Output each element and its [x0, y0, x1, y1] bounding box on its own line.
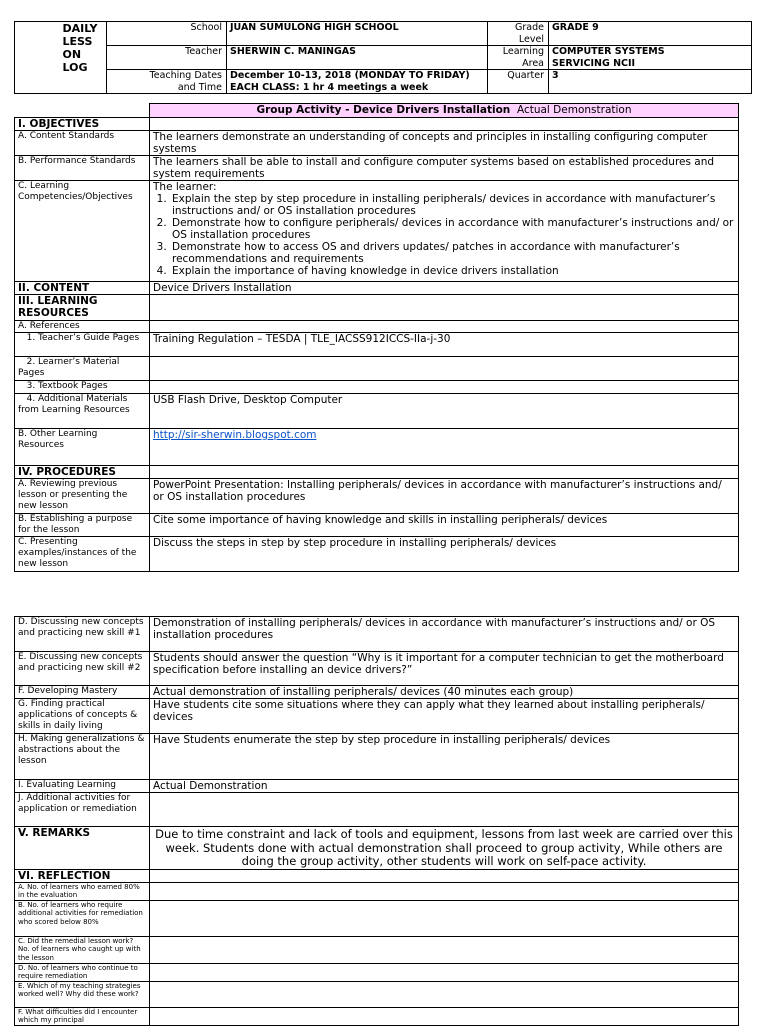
lesson-table-page-1	[14, 103, 739, 572]
grade-label: Grade Level	[488, 22, 549, 46]
content-heading: II. CONTENT	[15, 282, 150, 295]
remarks-heading: V. REMARKS	[15, 827, 150, 870]
competencies-list	[153, 193, 735, 277]
reflection-a-label: A. No. of learners who earned 80% in the evaluation	[15, 882, 150, 900]
school-value: JUAN SUMULONG HIGH SCHOOL	[227, 22, 488, 46]
additional-materials-label: 4. Additional Materials from Learning Resources	[15, 394, 150, 429]
procedure-h-value: Have Students enumerate the step by step procedure in installing peripherals/ devices	[150, 734, 739, 780]
textbook-label: 3. Textbook Pages	[15, 381, 150, 394]
references-label: A. References	[15, 321, 150, 333]
list-item: 1. Explain the step by step procedure in installing peripherals/ devices in accordance with manufacturer’s instructions and/ or OS installation procedures	[170, 193, 735, 217]
procedure-e-value: Students should answer the question “Why is it important for a computer technician to get the motherboard specification before installing an device drivers?”	[150, 652, 739, 686]
area-label: Learning Area	[488, 46, 549, 70]
procedure-b-label: B. Establishing a purpose for the lesson	[15, 514, 150, 537]
teachers-guide-label: 1. Teacher’s Guide Pages	[15, 333, 150, 357]
procedure-d-label: D. Discussing new concepts and practicing new skill #1	[15, 617, 150, 652]
procedure-h-label: H. Making generalizations & abstractions about the lesson	[15, 734, 150, 780]
reflection-e-label: E. Which of my teaching strategies worked well? Why did these work?	[15, 981, 150, 1007]
procedure-g-label: G. Finding practical applications of concepts & skills in daily living	[15, 699, 150, 734]
school-label: School	[107, 22, 227, 46]
teacher-value: SHERWIN C. MANINGAS	[227, 46, 488, 70]
reflection-f-label: F. What difficulties did I encounter which my principal	[15, 1007, 150, 1025]
blog-link[interactable]: http://sir-sherwin.blogspot.com	[153, 429, 317, 441]
additional-materials-value: USB Flash Drive, Desktop Computer	[150, 394, 739, 429]
list-item: 3. Demonstrate how to access OS and drivers updates/ patches in accordance with manufacturer’s recommendations and requirements	[170, 241, 735, 265]
procedure-i-label: I. Evaluating Learning	[15, 780, 150, 793]
teacher-label: Teacher	[107, 46, 227, 70]
competencies-label: C. Learning Competencies/Objectives	[15, 181, 150, 282]
reflection-b-label: B. No. of learners who require additional activities for remediation who scored below 80%	[15, 900, 150, 936]
procedures-heading: IV. PROCEDURES	[15, 466, 150, 479]
procedure-b-value: Cite some importance of having knowledge and skills in installing peripherals/ devices	[150, 514, 739, 537]
remarks-value: Due to time constraint and lack of tools and equipment, lessons from last week are carried over this week. Students done with actual demonstration shall proceed to group activity, While others are doing the group activity, other students will work on self-pace activity.	[150, 827, 739, 870]
procedure-d-value: Demonstration of installing peripherals/ devices in accordance with manufacturer’s instructions and/ or OS installation procedures	[150, 617, 739, 652]
objectives-heading: I. OBJECTIVES	[15, 118, 150, 131]
teachers-guide-value: Training Regulation – TESDA | TLE_IACSS912ICCS-IIa-j-30	[150, 333, 739, 357]
reflection-d-label: D. No. of learners who continue to require remediation	[15, 963, 150, 981]
other-resources-cell	[150, 429, 739, 466]
competencies-value: The learner: 1. Explain the step by step procedure in installing peripherals/ devices in accordance with manufacturer’s instructions and/ or OS installation procedures 2. Demonstrate how to configure peripherals/ devices in accordance with manufacturer’s instructions and/ or OS installation procedures 3. Demonstrate how to access OS and drivers updates/ patches in accordance with manufacturer’s recommendations and requirements 4. Explain the importance of having knowledge in device drivers installation	[150, 181, 739, 282]
grade-value: GRADE 9	[549, 22, 752, 46]
quarter-label: Quarter	[488, 70, 549, 94]
area-value: COMPUTER SYSTEMS SERVICING NCII	[549, 46, 752, 70]
performance-standards-label: B. Performance Standards	[15, 156, 150, 181]
quarter-value: 3	[549, 70, 752, 94]
procedure-j-label: J. Additional activities for application or remediation	[15, 793, 150, 827]
reflection-heading: VI. REFLECTION	[15, 869, 150, 882]
procedure-g-value: Have students cite some situations where they can apply what they learned about installing peripherals/ devices	[150, 699, 739, 734]
activity-banner: Group Activity - Device Drivers Installation Actual Demonstration	[150, 104, 739, 118]
procedure-a-label: A. Reviewing previous lesson or presenting the new lesson	[15, 479, 150, 514]
performance-standards-value: The learners shall be able to install and configure computer systems based on established procedures and system requirements	[150, 156, 739, 181]
procedure-f-value: Actual demonstration of installing peripherals/ devices (40 minutes each group)	[150, 686, 739, 699]
content-value: Device Drivers Installation	[150, 282, 739, 295]
procedure-a-value: PowerPoint Presentation: Installing peripherals/ devices in accordance with manufacturer’s instructions and/ or OS installation procedures	[150, 479, 739, 514]
list-item: 4. Explain the importance of having knowledge in device drivers installation	[170, 265, 735, 277]
dates-label: Teaching Dates and Time	[107, 70, 227, 94]
learners-material-label: 2. Learner’s Material Pages	[15, 357, 150, 381]
content-standards-label: A. Content Standards	[15, 131, 150, 156]
procedure-c-label: C. Presenting examples/instances of the new lesson	[15, 537, 150, 572]
reflection-c-label: C. Did the remedial lesson work? No. of learners who caught up with the lesson	[15, 936, 150, 963]
content-standards-value: The learners demonstrate an understanding of concepts and principles in installing configuring computer systems	[150, 131, 739, 156]
dates-value: December 10-13, 2018 (MONDAY TO FRIDAY) EACH CLASS: 1 hr 4 meetings a week	[227, 70, 488, 94]
logo-cell	[15, 22, 59, 94]
procedure-f-label: F. Developing Mastery	[15, 686, 150, 699]
other-resources-label: B. Other Learning Resources	[15, 429, 150, 466]
procedure-i-value: Actual Demonstration	[150, 780, 739, 793]
procedure-c-value: Discuss the steps in step by step procedure in installing peripherals/ devices	[150, 537, 739, 572]
header-table	[14, 21, 752, 94]
lesson-table-page-2	[14, 616, 739, 1026]
procedure-e-label: E. Discussing new concepts and practicing new skill #2	[15, 652, 150, 686]
list-item: 2. Demonstrate how to configure peripherals/ devices in accordance with manufacturer’s instructions and/ or OS installation procedures	[170, 217, 735, 241]
doc-title: DAILY LESS ON LOG	[59, 22, 107, 94]
resources-heading: III. LEARNING RESOURCES	[15, 295, 150, 321]
